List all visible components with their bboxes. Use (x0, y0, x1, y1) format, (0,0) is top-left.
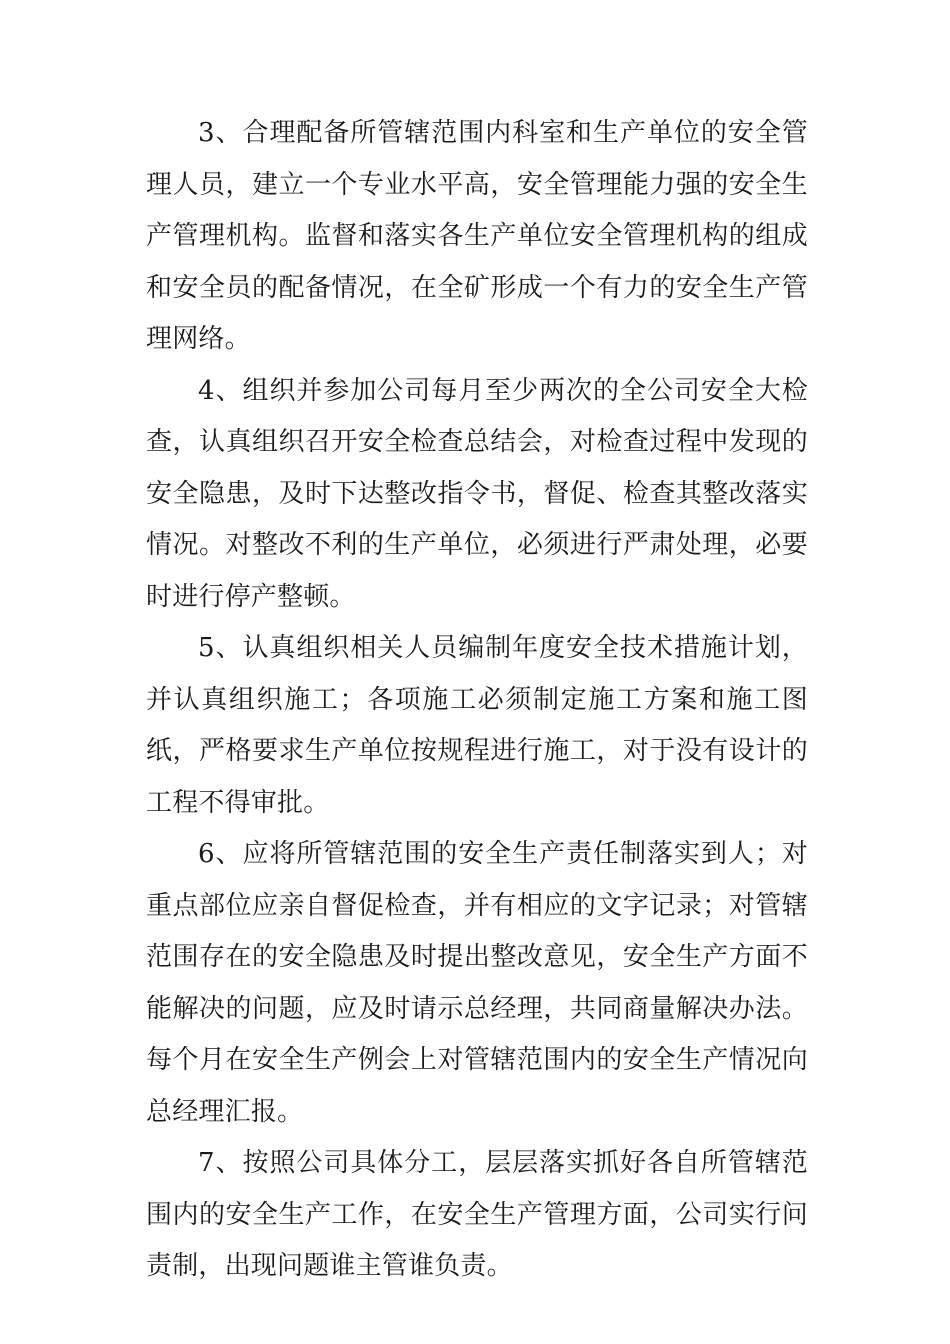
paragraph-item-4: 4、组织并参加公司每月至少两次的全公司安全大检查，认真组织召开安全检查总结会，对检查过程中发现的安全隐患，及时下达整改指令书，督促、检查其整改落实情况。对整改不利的生产单位，必须进行严肃处理，必要时进行停产整顿。 (146, 375, 808, 612)
paragraph-item-3: 3、合理配备所管辖范围内科室和生产单位的安全管理人员，建立一个专业水平高，安全管理能力强的安全生产管理机构。监督和落实各生产单位安全管理机构的组成和安全员的配备情况，在全矿形成一个有力的安全生产管理网络。 (146, 118, 808, 354)
paragraph-item-6: 6、应将所管辖范围的安全生产责任制落实到人；对重点部位应亲自督促检查，并有相应的文字记录；对管辖范围存在的安全隐患及时提出整改意见，安全生产方面不能解决的问题，应及时请示总经理，共同商量解决办法。每个月在安全生产例会上对管辖范围内的安全生产情况向总经理汇报。 (146, 839, 808, 1127)
paragraph-item-5: 5、认真组织相关人员编制年度安全技术措施计划，并认真组织施工；各项施工必须制定施工方案和施工图纸，严格要求生产单位按规程进行施工，对于没有设计的工程不得审批。 (146, 633, 808, 818)
document-body (146, 108, 808, 1293)
paragraph-item-7: 7、按照公司具体分工，层层落实抓好各自所管辖范围内的安全生产工作，在安全生产管理方面，公司实行问责制，出现问题谁主管谁负责。 (146, 1148, 808, 1281)
